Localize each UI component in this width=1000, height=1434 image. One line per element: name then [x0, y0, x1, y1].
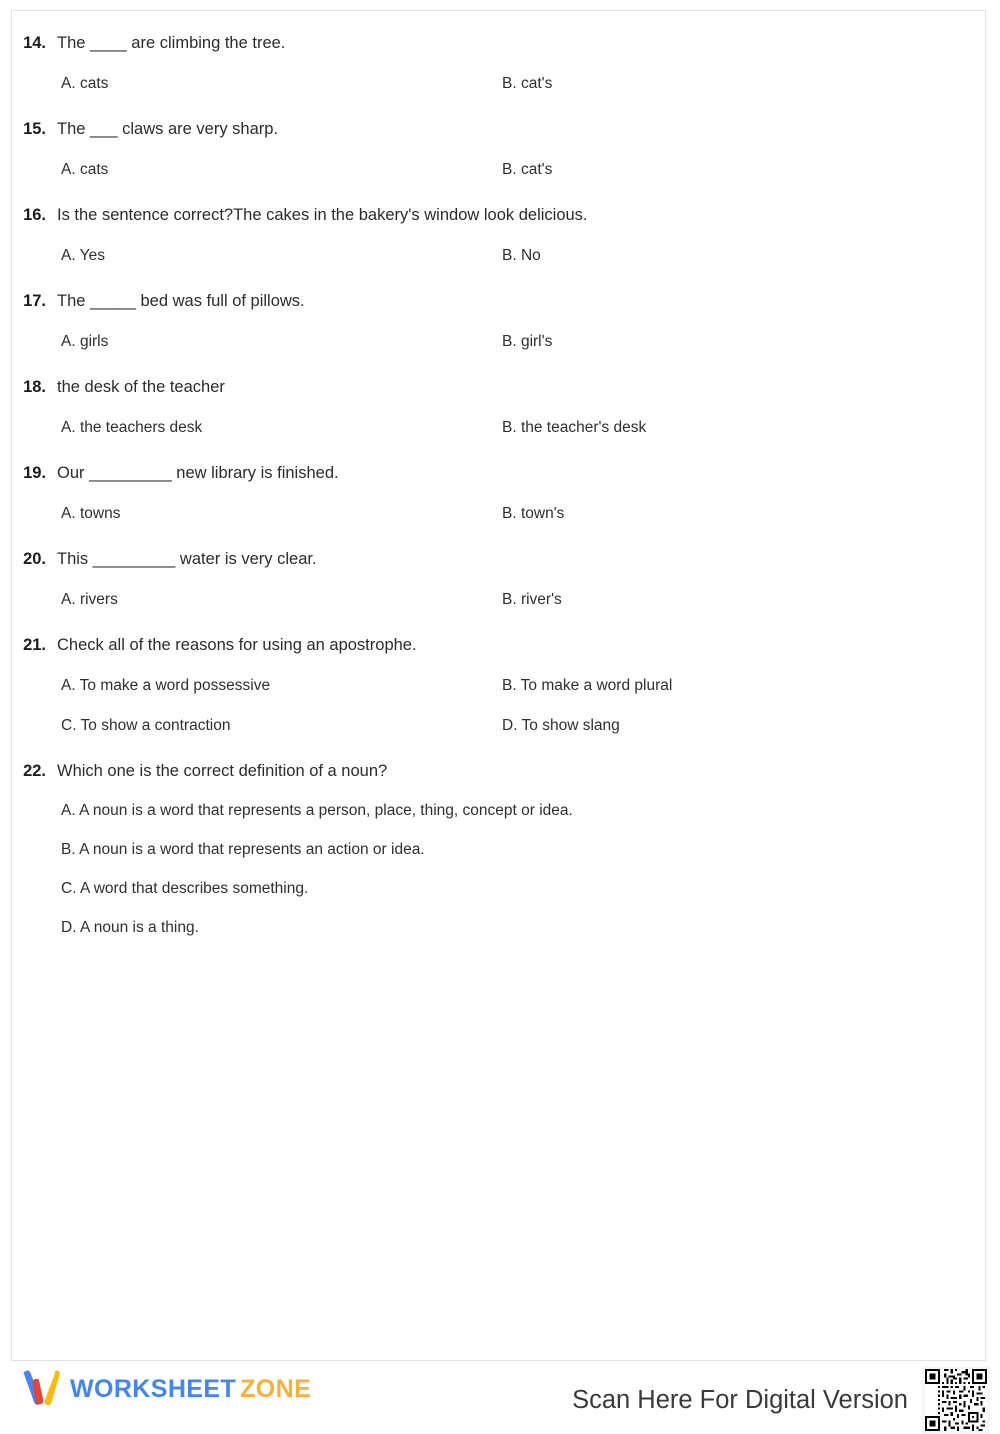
- question-text: Is the sentence correct?The cakes in the bakery's window look delicious.: [57, 206, 588, 224]
- question-line: [12, 290, 985, 312]
- question-number: 22.: [23, 762, 46, 780]
- question-block: [12, 524, 985, 610]
- answer-option[interactable]: A. cats: [61, 161, 109, 178]
- questions-list: [12, 11, 985, 938]
- answer-option[interactable]: A. A noun is a word that represents a person, place, thing, concept or idea.: [61, 802, 573, 819]
- question-number: 16.: [23, 206, 46, 224]
- scan-here-label: Scan Here For Digital Version: [572, 1386, 908, 1414]
- options-grid: [12, 226, 985, 266]
- question-text: the desk of the teacher: [57, 378, 225, 396]
- answer-option[interactable]: B. cat's: [502, 161, 553, 178]
- question-text: The ___ claws are very sharp.: [57, 120, 279, 138]
- brand-word-worksheet: WORKSHEET: [70, 1375, 237, 1403]
- answer-option[interactable]: B. To make a word plural: [502, 677, 673, 694]
- answer-option[interactable]: C. To show a contraction: [61, 717, 231, 734]
- question-text: This _________ water is very clear.: [57, 550, 317, 568]
- question-number: 17.: [23, 292, 46, 310]
- question-block: [12, 180, 985, 266]
- answer-option[interactable]: A. cats: [61, 75, 109, 92]
- question-block: [12, 94, 985, 180]
- question-text: Our _________ new library is finished.: [57, 464, 339, 482]
- answer-option[interactable]: D. A noun is a thing.: [61, 919, 199, 936]
- options-grid: [12, 570, 985, 610]
- question-text: The ____ are climbing the tree.: [57, 34, 286, 52]
- brand-wordmark: [70, 1374, 311, 1404]
- question-number: 19.: [23, 464, 46, 482]
- brand-logo: [19, 1370, 311, 1408]
- answer-option[interactable]: A. rivers: [61, 591, 118, 608]
- answer-option[interactable]: B. town's: [502, 505, 565, 522]
- answer-option[interactable]: B. No: [502, 247, 541, 264]
- brand-word-zone: ZONE: [240, 1375, 312, 1403]
- qr-code-icon[interactable]: [922, 1366, 990, 1434]
- worksheet-page: [11, 10, 986, 1361]
- options-grid: [12, 484, 985, 524]
- question-block: [12, 610, 985, 736]
- options-grid: [12, 656, 985, 736]
- question-line: [12, 376, 985, 398]
- question-text: Which one is the correct definition of a noun?: [57, 762, 388, 780]
- answer-option[interactable]: B. the teacher's desk: [502, 419, 647, 436]
- question-line: [12, 204, 985, 226]
- answer-option[interactable]: B. girl's: [502, 333, 553, 350]
- question-line: [12, 118, 985, 140]
- answer-option[interactable]: B. river's: [502, 591, 562, 608]
- answer-option[interactable]: D. To show slang: [502, 717, 620, 734]
- question-block: [12, 266, 985, 352]
- worksheetzone-w-logo-icon: [19, 1370, 61, 1408]
- options-grid: [12, 398, 985, 438]
- question-number: 14.: [23, 34, 46, 52]
- question-line: [12, 634, 985, 656]
- question-number: 20.: [23, 550, 46, 568]
- answer-option[interactable]: C. A word that describes something.: [61, 880, 309, 897]
- answer-option[interactable]: B. cat's: [502, 75, 553, 92]
- options-grid: [12, 312, 985, 352]
- answer-option[interactable]: A. towns: [61, 505, 121, 522]
- options-grid: [12, 54, 985, 94]
- question-text: Check all of the reasons for using an apostrophe.: [57, 636, 417, 654]
- answer-option[interactable]: B. A noun is a word that represents an action or idea.: [61, 841, 425, 858]
- question-number: 15.: [23, 120, 46, 138]
- question-number: 18.: [23, 378, 46, 396]
- question-text: The _____ bed was full of pillows.: [57, 292, 305, 310]
- worksheet-footer: [0, 1362, 1000, 1414]
- answer-option[interactable]: A. To make a word possessive: [61, 677, 271, 694]
- scan-digital-version-block[interactable]: [572, 1366, 990, 1434]
- options-grid: [12, 782, 985, 938]
- question-number: 21.: [23, 636, 46, 654]
- answer-option[interactable]: A. girls: [61, 333, 109, 350]
- question-block: [12, 352, 985, 438]
- question-block: [12, 11, 985, 94]
- question-line: [12, 760, 985, 782]
- question-block: [12, 736, 985, 938]
- answer-option[interactable]: A. Yes: [61, 247, 105, 264]
- answer-option[interactable]: A. the teachers desk: [61, 419, 203, 436]
- question-line: [12, 548, 985, 570]
- question-line: [12, 32, 985, 54]
- question-block: [12, 438, 985, 524]
- options-grid: [12, 140, 985, 180]
- question-line: [12, 462, 985, 484]
